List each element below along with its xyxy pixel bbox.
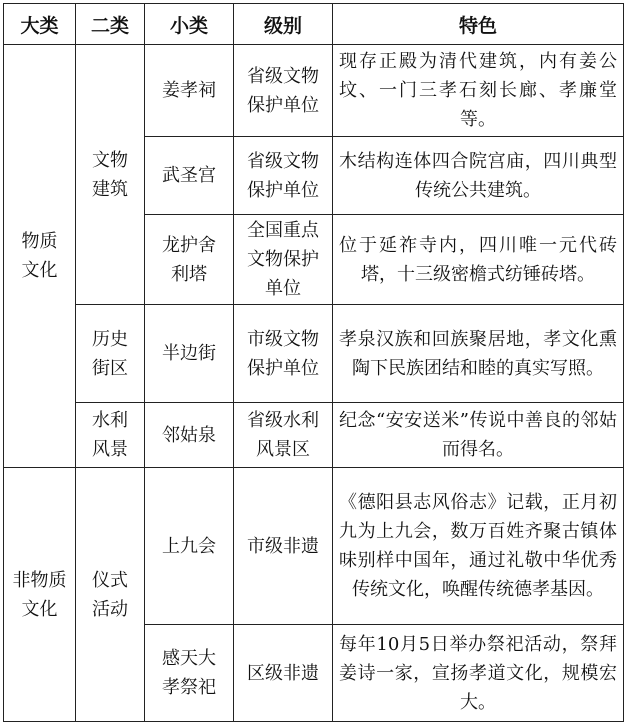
item-level: 省级水利风景区	[234, 403, 333, 468]
item-level: 全国重点文物保护单位	[234, 215, 333, 305]
item-feature: 每年10月5日举办祭祀活动，祭拜姜诗一家，宣扬孝道文化，规模宏大。	[333, 625, 624, 722]
item-level: 区级非遗	[234, 625, 333, 722]
item-level: 市级非遗	[234, 468, 333, 625]
item-feature: 现存正殿为清代建筑，内有姜公坟、一门三孝石刻长廊、孝廉堂等。	[333, 45, 624, 137]
table-row	[4, 45, 624, 137]
item-name: 姜孝祠	[145, 45, 234, 137]
item-feature: 《德阳县志风俗志》记载，正月初九为上九会，数万百姓齐聚古镇体味别样中国年，通过礼敬中华优秀传统文化，唤醒传统德孝基因。	[333, 468, 624, 625]
item-name: 半边街	[145, 305, 234, 403]
item-feature: 木结构连体四合院宫庙，四川典型传统公共建筑。	[333, 137, 624, 215]
secondary-category: 文物建筑	[76, 45, 145, 305]
item-feature: 位于延祚寺内，四川唯一元代砖塔，十三级密檐式纺锤砖塔。	[333, 215, 624, 305]
secondary-category: 仪式活动	[76, 468, 145, 722]
table-row	[4, 468, 624, 625]
header-minor: 小类	[145, 4, 234, 45]
item-name: 邻姑泉	[145, 403, 234, 468]
header-level: 级别	[234, 4, 333, 45]
item-name: 武圣宫	[145, 137, 234, 215]
item-name: 上九会	[145, 468, 234, 625]
table-row	[4, 403, 624, 468]
header-secondary: 二类	[76, 4, 145, 45]
item-level: 省级文物保护单位	[234, 137, 333, 215]
item-name: 龙护舍利塔	[145, 215, 234, 305]
item-level: 省级文物保护单位	[234, 45, 333, 137]
secondary-category: 水利风景	[76, 403, 145, 468]
culture-table	[3, 3, 624, 722]
item-name: 感天大孝祭祀	[145, 625, 234, 722]
major-category: 物质文化	[4, 45, 76, 468]
item-feature: 孝泉汉族和回族聚居地，孝文化熏陶下民族团结和睦的真实写照。	[333, 305, 624, 403]
secondary-category: 历史街区	[76, 305, 145, 403]
item-feature: 纪念“安安送米”传说中善良的邻姑而得名。	[333, 403, 624, 468]
table-row	[4, 305, 624, 403]
major-category: 非物质文化	[4, 468, 76, 722]
item-level: 市级文物保护单位	[234, 305, 333, 403]
header-feature: 特色	[333, 4, 624, 45]
header-major: 大类	[4, 4, 76, 45]
header-row	[4, 4, 624, 45]
